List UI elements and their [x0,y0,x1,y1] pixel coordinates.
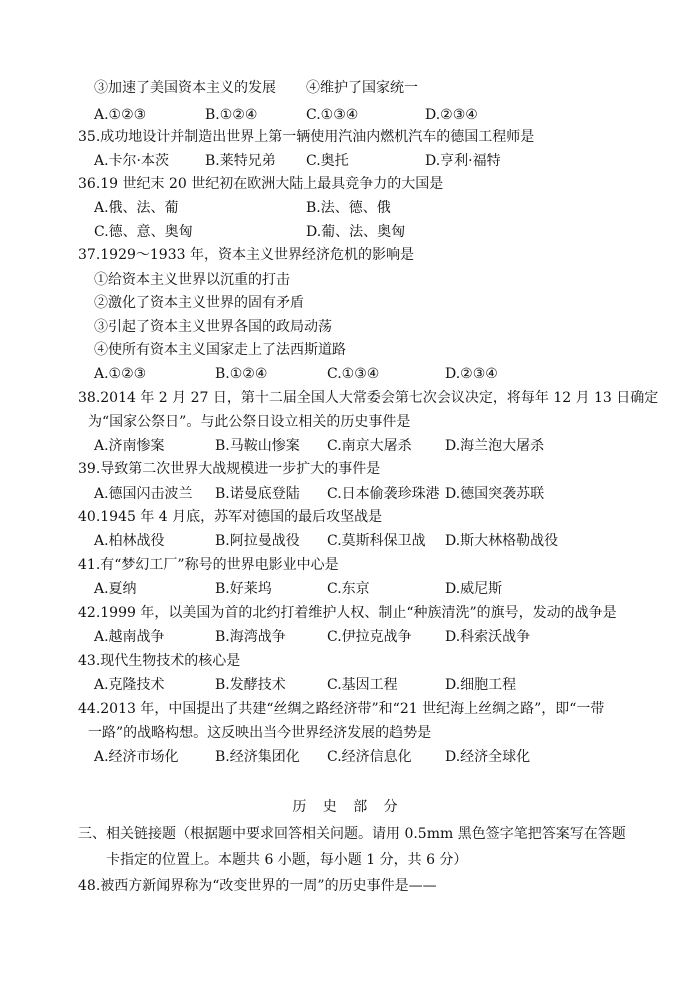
q34-option-b: B.①②④ [205,107,258,123]
q43-stem: 43.现代生物技术的核心是 [78,653,241,669]
q44-stem-line-1: 44.2013 年，中国提出了共建“丝绸之路经济带”和“21 世纪海上丝绸之路”，即“一带 [78,701,605,717]
q48-stem: 48.被西方新闻界称为“改变世界的一周”的历史事件是—— [78,878,437,894]
q43-option-c: C.基因工程 [327,677,398,693]
q35-option-d: D.亨利·福特 [425,153,501,169]
q40-option-c: C.莫斯科保卫战 [327,533,426,549]
q40-option-d: D.斯大林格勒战役 [445,533,559,549]
q42-option-a: A.越南战争 [94,629,165,645]
q42-option-b: B.海湾战争 [215,629,286,645]
q44-option-c: C.经济信息化 [327,749,412,765]
section-instructions-line-1: 三、相关链接题（根据题中要求回答相关问题。请用 0.5mm 黑色签字笔把答案写在答题 [78,826,626,842]
q35-option-b: B.莱特兄弟 [205,153,276,169]
q35-option-a: A.卡尔·本茨 [94,153,170,169]
q41-stem: 41.有“梦幻工厂”称号的世界电影业中心是 [78,557,339,573]
q44-option-d: D.经济全球化 [445,749,531,765]
q38-option-b: B.马鞍山惨案 [215,438,300,454]
q43-option-a: A.克隆技术 [94,677,165,693]
q35-option-c: C.奥托 [306,153,349,169]
q39-option-d: D.德国突袭苏联 [445,486,545,502]
q42-option-d: D.科索沃战争 [445,629,531,645]
q37-option-d: D.②③④ [445,366,498,382]
q37-statement-1: ①给资本主义世界以沉重的打击 [94,272,290,288]
q38-option-a: A.济南惨案 [94,438,165,454]
q43-option-d: D.细胞工程 [445,677,517,693]
q34-option-a: A.①②③ [94,107,147,123]
q39-option-a: A.德国闪击波兰 [94,486,193,502]
q40-stem: 40.1945 年 4 月底，苏军对德国的最后攻坚战是 [78,509,383,525]
q37-option-b: B.①②④ [215,366,268,382]
q39-option-b: B.诺曼底登陆 [215,486,300,502]
q38-stem-line-2: 为“国家公祭日”。与此公祭日设立相关的历史事件是 [88,414,411,430]
q38-option-d: D.海兰泡大屠杀 [445,438,545,454]
q42-option-c: C.伊拉克战争 [327,629,412,645]
q37-statement-3: ③引起了资本主义世界各国的政局动荡 [94,319,332,335]
q39-stem: 39.导致第二次世界大战规模进一步扩大的事件是 [78,461,381,477]
q41-option-c: C.东京 [327,581,370,597]
q36-stem: 36.19 世纪末 20 世纪初在欧洲大陆上最具竞争力的大国是 [78,176,444,192]
section-title: 历 史 部 分 [292,799,404,815]
q40-option-a: A.柏林战役 [94,533,165,549]
q37-option-c: C.①③④ [327,366,380,382]
q37-statement-4: ④使所有资本主义国家走上了法西斯道路 [94,342,346,358]
q38-option-c: C.南京大屠杀 [327,438,412,454]
q35-stem: 35.成功地设计并制造出世界上第一辆使用汽油内燃机汽车的德国工程师是 [78,129,535,145]
q34-statement-3: ③加速了美国资本主义的发展 [94,80,276,96]
q42-stem: 42.1999 年，以美国为首的北约打着维护人权、制止“种族清洗”的旗号，发动的战争是 [78,605,617,621]
q37-stem: 37.1929～1933 年，资本主义世界经济危机的影响是 [78,247,414,263]
q37-statement-2: ②激化了资本主义世界的固有矛盾 [94,295,304,311]
q44-stem-line-2: 一路”的战略构想。这反映出当今世界经济发展的趋势是 [88,725,432,741]
q37-option-a: A.①②③ [94,366,147,382]
q38-stem-line-1: 38.2014 年 2 月 27 日，第十二届全国人大常委会第七次会议决定，将每年 12 月 13 日确定 [78,390,659,406]
q36-option-b: B.法、德、俄 [306,200,391,216]
q36-option-a: A.俄、法、葡 [94,200,179,216]
q44-option-b: B.经济集团化 [215,749,300,765]
q39-option-c: C.日本偷袭珍珠港 [327,486,440,502]
q36-option-d: D.葡、法、奥匈 [306,224,406,240]
q43-option-b: B.发酵技术 [215,677,286,693]
q44-option-a: A.经济市场化 [94,749,179,765]
q34-statement-4: ④维护了国家统一 [306,80,418,96]
q34-option-c: C.①③④ [306,107,359,123]
q41-option-d: D.威尼斯 [445,581,503,597]
q40-option-b: B.阿拉曼战役 [215,533,300,549]
q34-option-d: D.②③④ [425,107,478,123]
q41-option-a: A.夏纳 [94,581,137,597]
q36-option-c: C.德、意、奥匈 [94,224,193,240]
q41-option-b: B.好莱坞 [215,581,272,597]
section-instructions-line-2: 卡指定的位置上。本题共 6 小题，每小题 1 分，共 6 分） [106,852,468,868]
